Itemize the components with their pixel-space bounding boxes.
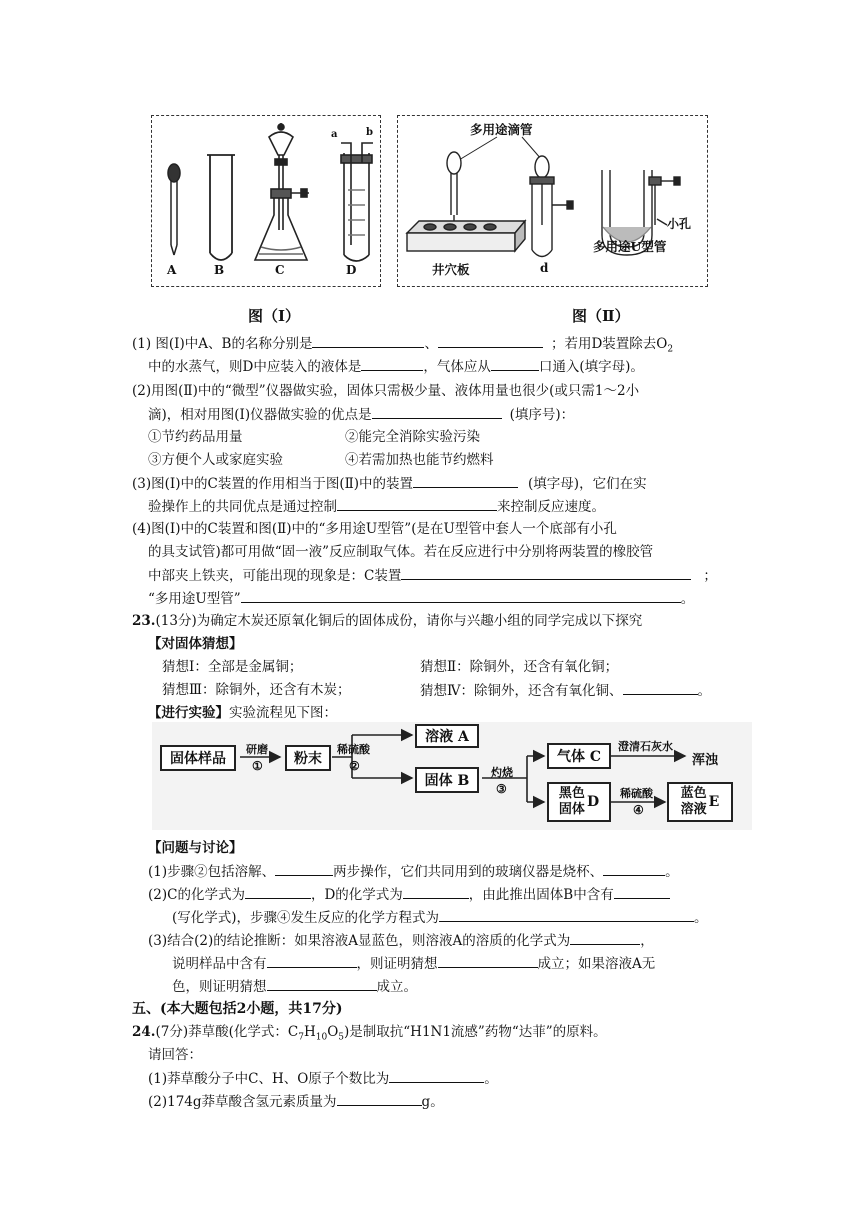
q22-text: (1) 图(Ⅰ)中A、B的名称分别是	[132, 336, 313, 352]
q22-option-3: ③方便个人或家庭实验	[148, 452, 283, 468]
q23-text: 两步操作，它们共同用到的玻璃仪器是烧杯、	[333, 864, 604, 880]
q22-part2-line1: (2)用图(Ⅱ)中的“微型”仪器做实验，固体只需极少量、液体用量也很少(或只需1～2小	[132, 383, 640, 399]
q22-option-1: ①节约药品用量	[148, 429, 243, 445]
answer-blank[interactable]	[361, 356, 423, 371]
port-b-label: b	[366, 127, 373, 138]
label-c: C	[275, 263, 285, 277]
answer-blank[interactable]	[614, 884, 670, 899]
q23-heading-discussion: 【问题与讨论】	[148, 840, 243, 856]
guess-1: 猜想Ⅰ：全部是金属铜；	[162, 659, 303, 675]
q23-text: ，D的化学式为	[310, 887, 403, 903]
q22-text: 验操作上的共同优点是通过控制	[148, 499, 337, 515]
flow-blue-solution-e	[667, 782, 733, 822]
q22-part1-line2	[148, 356, 644, 377]
flow-solution-a: 溶液 A	[415, 724, 479, 748]
q23-text: (写化学式)，步骤④发生反应的化学方程式为	[172, 910, 440, 926]
q23-d2-line2	[172, 907, 708, 928]
q22-part2-line2	[148, 404, 574, 425]
q23-d3-line3	[172, 976, 417, 997]
q22-part4-line1: (4)图(Ⅰ)中的C装置和图(Ⅱ)中的“多用途U型管”(是在U型管中套人一个底部有小孔	[132, 521, 617, 537]
q23-text: ，则证明猜想	[356, 956, 438, 972]
q22-text: 来控制反应速度。	[497, 499, 605, 515]
well-plate-icon	[407, 221, 525, 251]
q24-text: )是制取抗“H1N1流感”药物“达菲”的原料。	[344, 1024, 607, 1040]
answer-blank[interactable]	[275, 861, 333, 876]
q24-text: (1)莽草酸分子中C、H、O原子个数比为	[148, 1071, 390, 1087]
answer-blank[interactable]	[312, 333, 424, 348]
flow-black-solid-d	[547, 782, 611, 822]
figure-1-apparatus	[151, 115, 381, 287]
flow-gas-c: 气体 C	[547, 743, 611, 769]
hole-label: 小孔	[667, 217, 692, 231]
q23-text: ，由此推出固体B中含有	[468, 887, 614, 903]
utube-label: 多用途U型管	[593, 239, 667, 254]
flow-acid-label: 稀硫酸	[337, 743, 370, 756]
q23-text: ，	[640, 933, 654, 949]
flow-text: 黑色	[558, 786, 585, 801]
answer-blank[interactable]	[413, 473, 518, 488]
multipurpose-dropper-icon	[447, 152, 461, 221]
q24-ask: 请回答：	[148, 1047, 202, 1063]
q22-text: 中部夹上铁夹，可能出现的现象是：C装置	[148, 568, 402, 584]
question-number: 23.	[132, 613, 156, 629]
q23-text: (3)结合(2)的结论推断：如果溶液A显蓝色，则溶液A的溶质的化学式为	[148, 933, 571, 949]
flow-step2-label: ②	[349, 759, 360, 773]
q23-text: (2)C的化学式为	[148, 887, 245, 903]
figure-1-caption: 图（Ⅰ）	[248, 307, 301, 325]
subscript: 5	[338, 1032, 344, 1043]
answer-blank[interactable]	[403, 884, 469, 899]
guess-3: 猜想Ⅲ：除铜外，还含有木炭；	[162, 682, 351, 698]
q22-text: (3)图(Ⅰ)中的C装置的作用相当于图(Ⅱ)中的装置	[132, 476, 414, 492]
q23-text: 色，则证明猜想	[172, 979, 267, 995]
q24-text: H	[303, 1024, 316, 1040]
flow-solid-sample: 固体样品	[160, 745, 236, 771]
q22-text: ；	[703, 568, 717, 584]
flow-text: 溶液	[680, 802, 707, 817]
q23-text: (1)步骤②包括溶解、	[148, 864, 276, 880]
gas-washing-bottle-icon	[341, 143, 373, 261]
answer-blank[interactable]	[267, 953, 357, 968]
dropper-label: 多用途滴管	[470, 122, 533, 137]
flow-limewater-label: 澄清石灰水	[618, 740, 673, 753]
dropper-icon	[168, 164, 180, 255]
flow-text: 蓝色	[680, 786, 707, 801]
q24-text: (2)174g莽草酸含氢元素质量为	[148, 1094, 337, 1110]
q23-d2-line1	[148, 884, 670, 905]
q23-text: 说明样品中含有	[172, 956, 267, 972]
q22-text: 滴)，相对用图(Ⅰ)仪器做实验的优点是	[148, 407, 372, 423]
q22-part4-line4	[148, 588, 694, 609]
subscript: 7	[298, 1032, 304, 1043]
q24-intro	[132, 1022, 607, 1048]
flow-step4-label: ④	[633, 803, 644, 817]
q23-text: 。	[697, 683, 711, 699]
plate-label: 井穴板	[432, 262, 470, 277]
flask-with-funnel-icon	[255, 123, 309, 260]
q22-part3-line2	[148, 496, 605, 517]
side-arm-tube-icon	[530, 156, 573, 257]
q23-text: 成立；如果溶液A无	[537, 956, 656, 972]
q23-heading-guess: 【对固体猜想】	[148, 636, 243, 652]
flow-acid2-label: 稀硫酸	[620, 787, 653, 800]
q22-text: ；若用D装置除去O	[550, 336, 668, 352]
flow-turbid-label: 浑浊	[692, 753, 719, 768]
flow-solid-b: 固体 B	[415, 767, 479, 793]
guess-4	[420, 680, 711, 701]
answer-blank[interactable]	[267, 976, 377, 991]
q24-text: g。	[421, 1094, 444, 1110]
flow-text: E	[708, 794, 720, 810]
q22-text: 口通入(填字母)。	[538, 359, 644, 375]
flow-text: D	[586, 794, 600, 810]
q24-text: O	[327, 1024, 339, 1040]
q23-heading-experiment	[148, 703, 337, 723]
q22-text: “多用途U型管”	[148, 591, 241, 607]
q22-text: 中的水蒸气，则D中应装入的液体是	[148, 359, 362, 375]
q23-text: 猜想Ⅳ：除铜外，还含有氧化铜、	[420, 683, 623, 699]
answer-blank[interactable]	[570, 930, 640, 945]
label-d: D	[346, 263, 357, 277]
answer-blank[interactable]	[241, 588, 681, 603]
test-tube-icon	[207, 155, 235, 260]
q22-text: 。	[680, 591, 695, 607]
q22-part4-line2: 的具支试管)都可用做“固一液”反应制取气体。若在反应进行中分别将两装置的橡胶管	[148, 544, 654, 560]
q22-part4-line3	[148, 565, 717, 586]
q22-text: ，气体应从	[423, 359, 491, 375]
answer-blank[interactable]	[389, 1068, 484, 1083]
label-a: A	[167, 263, 177, 277]
q23-d1	[148, 861, 679, 882]
flow-grind-label: 研磨	[246, 743, 268, 756]
q24-text: 。	[484, 1071, 498, 1087]
q23-d3-line1	[148, 930, 654, 951]
answer-blank[interactable]	[438, 333, 543, 348]
answer-blank[interactable]	[603, 861, 665, 876]
subscript: 2	[667, 344, 674, 355]
q23-text: 。	[665, 864, 679, 880]
question-number: 24.	[132, 1024, 156, 1040]
subscript: 10	[315, 1032, 328, 1043]
answer-blank[interactable]	[245, 884, 311, 899]
q23-text: 。	[694, 910, 708, 926]
flow-burn-label: 灼烧	[491, 766, 513, 779]
tube-d-label: d	[540, 261, 549, 275]
q24-s2	[148, 1091, 444, 1112]
answer-blank[interactable]	[337, 1091, 422, 1106]
answer-blank[interactable]	[439, 907, 694, 922]
port-a-label: a	[331, 129, 338, 140]
q23-text: 成立。	[376, 979, 417, 995]
q23-d3-line2	[172, 953, 655, 974]
section-heading: 【进行实验】	[148, 705, 229, 721]
flow-text: 固体	[558, 802, 585, 817]
guess-2: 猜想Ⅱ：除铜外，还含有氧化铜；	[420, 659, 619, 675]
q24-text: (7分)莽草酸(化学式：C	[155, 1024, 299, 1040]
flow-step3-label: ③	[496, 782, 507, 796]
answer-blank[interactable]	[491, 356, 539, 371]
q22-option-4: ④若需加热也能节约燃料	[345, 452, 494, 468]
section-5-title: 五、(本大题包括2小题，共17分)	[132, 1001, 343, 1017]
label-b: B	[214, 263, 225, 277]
figure-2-caption: 图（Ⅱ）	[572, 307, 630, 325]
flow-powder: 粉末	[285, 745, 331, 771]
q23-intro	[132, 611, 642, 631]
flow-step1-label: ①	[252, 759, 263, 773]
q22-part3-line1	[132, 473, 647, 494]
q23-text: (13分)为确定木炭还原氧化铜后的固体成份，请你与兴趣小组的同学完成以下探究	[155, 613, 643, 629]
answer-blank[interactable]	[623, 680, 698, 695]
q22-text: (填序号)：	[509, 407, 575, 423]
answer-blank[interactable]	[438, 953, 538, 968]
q22-option-2: ②能完全消除实验污染	[345, 429, 480, 445]
answer-blank[interactable]	[401, 565, 691, 580]
q22-text: 、	[424, 336, 438, 352]
q24-s1	[148, 1068, 498, 1089]
q23-text: 实验流程见下图：	[229, 705, 337, 721]
answer-blank[interactable]	[372, 404, 502, 419]
q22-text: (填字母)，它们在实	[528, 476, 647, 492]
answer-blank[interactable]	[337, 496, 497, 511]
